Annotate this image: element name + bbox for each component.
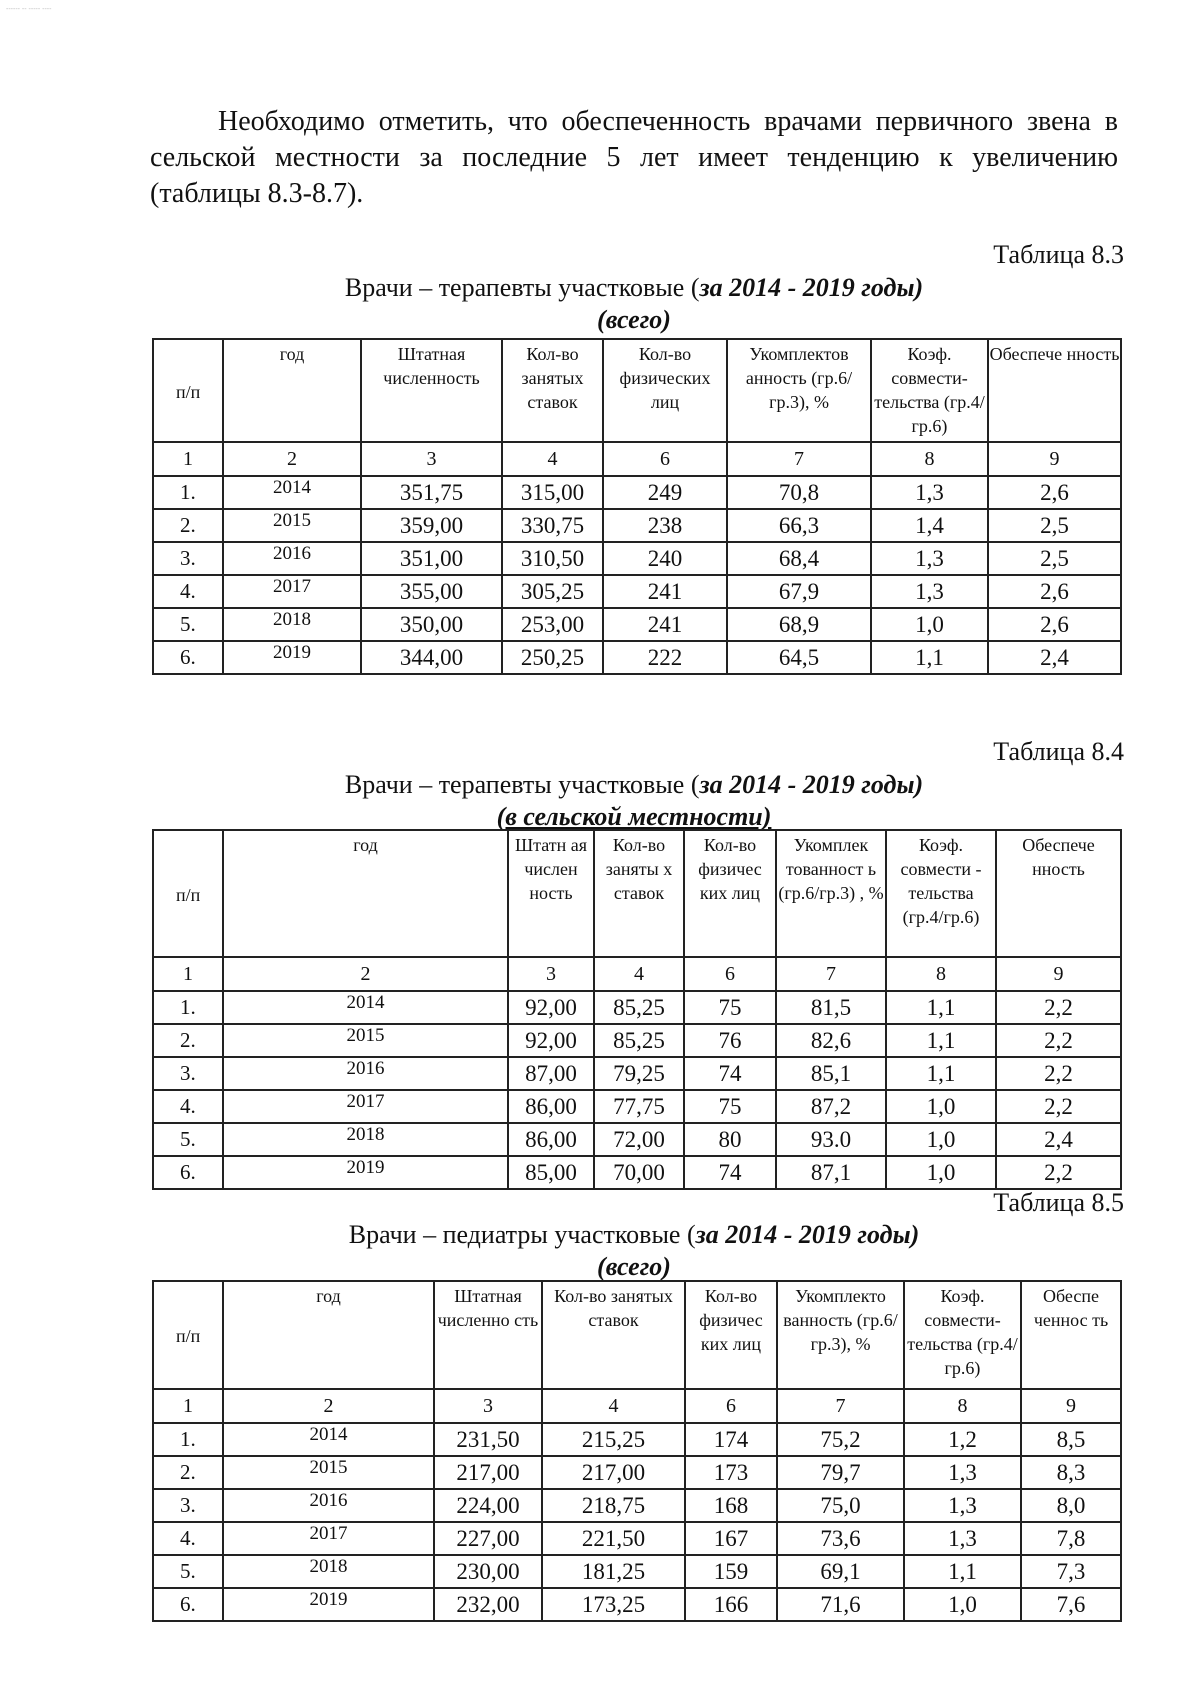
table-cell: 2016 [223,1057,508,1090]
table-cell: 6. [153,641,223,674]
index-row [153,442,1121,476]
data-table [152,829,1122,1190]
table-cell: 7,8 [1021,1522,1121,1555]
table-cell: 249 [603,476,727,509]
column-header: Штатная численно сть [434,1281,542,1389]
table-cell: 1,2 [904,1423,1021,1456]
table-row [153,542,1121,575]
table-cell: 87,2 [776,1090,886,1123]
table-label: Таблица 8.3 [993,240,1124,269]
column-header: п/п [153,339,223,442]
table-cell: 1,4 [871,509,988,542]
table-cell: 75,2 [777,1423,904,1456]
table-cell: 2017 [223,575,361,608]
table-row [153,991,1121,1024]
table-cell: 159 [685,1555,777,1588]
table-cell: 67,9 [727,575,871,608]
table-cell: 5. [153,1555,223,1588]
table-cell: 1,0 [904,1588,1021,1621]
table-cell: 330,75 [502,509,603,542]
table-cell: 2014 [223,1423,434,1456]
table-cell: 2,2 [996,1090,1121,1123]
table-cell: 70,8 [727,476,871,509]
table-row [153,1156,1121,1189]
table-cell: 217,00 [434,1456,542,1489]
column-header: Штатн ая числен ность [508,830,594,957]
table-cell: 305,25 [502,575,603,608]
table-row [153,476,1121,509]
column-header: Укомплекто ванность (гр.6/гр.3), % [777,1281,904,1389]
table-cell: 2017 [223,1090,508,1123]
table-title: Врачи – терапевты участковые (за 2014 - 2019 годы) (всего) [344,273,924,334]
table-cell: 76 [684,1024,776,1057]
table-cell: 351,00 [361,542,502,575]
table-cell: 232,00 [434,1588,542,1621]
table-cell: 1,1 [904,1555,1021,1588]
table-cell: 2016 [223,1489,434,1522]
table-cell: 253,00 [502,608,603,641]
table-cell: 6. [153,1588,223,1621]
table-cell: 2. [153,1024,223,1057]
column-header: Кол-во занятых ставок [542,1281,685,1389]
table-cell: 2017 [223,1522,434,1555]
table-cell: 7 [776,957,886,991]
table-cell: 8 [871,442,988,476]
table-cell: 315,00 [502,476,603,509]
column-header: Кол-во физичес ких лиц [684,830,776,957]
table-cell: 75 [684,991,776,1024]
table-cell: 2,5 [988,542,1121,575]
table-cell: 85,00 [508,1156,594,1189]
table-cell: 6 [684,957,776,991]
table-cell: 2,2 [996,991,1121,1024]
table-cell: 2015 [223,509,361,542]
table-cell: 9 [1021,1389,1121,1423]
table-cell: 167 [685,1522,777,1555]
table-cell: 2018 [223,1555,434,1588]
table-cell: 72,00 [594,1123,684,1156]
column-header: Кол-во занятых ставок [502,339,603,442]
column-header: п/п [153,1281,223,1389]
table-cell: 8 [904,1389,1021,1423]
table-label: Таблица 8.4 [993,737,1124,766]
column-header: Коэф. совмести-тельства (гр.4/гр.6) [904,1281,1021,1389]
table-cell: 86,00 [508,1090,594,1123]
table-cell: 74 [684,1156,776,1189]
table-cell: 250,25 [502,641,603,674]
table-row [153,509,1121,542]
table-cell: 222 [603,641,727,674]
table-cell: 81,5 [776,991,886,1024]
table-row [153,1555,1121,1588]
column-header: п/п [153,830,223,957]
table-cell: 2 [223,442,361,476]
table-cell: 70,00 [594,1156,684,1189]
table-cell: 92,00 [508,1024,594,1057]
table-cell: 1. [153,991,223,1024]
table-cell: 74 [684,1057,776,1090]
table-cell: 7 [727,442,871,476]
scan-mark: ------ -- ----- ---- [6,6,52,13]
table-cell: 3. [153,1489,223,1522]
table-cell: 69,1 [777,1555,904,1588]
table-cell: 1,1 [886,1057,996,1090]
table-cell: 5. [153,1123,223,1156]
table-row [153,608,1121,641]
table-cell: 1,3 [871,542,988,575]
table-cell: 2015 [223,1456,434,1489]
table-cell: 2015 [223,1024,508,1057]
table-cell: 2. [153,509,223,542]
table-cell: 355,00 [361,575,502,608]
table-cell: 8,0 [1021,1489,1121,1522]
table-cell: 2. [153,1456,223,1489]
column-header: Кол-во заняты х ставок [594,830,684,957]
table-cell: 1,0 [886,1156,996,1189]
table-cell: 174 [685,1423,777,1456]
table-row [153,1522,1121,1555]
table-row [153,575,1121,608]
table-cell: 1,3 [871,476,988,509]
column-header: Кол-во физичес ких лиц [685,1281,777,1389]
table-cell: 344,00 [361,641,502,674]
table-cell: 7,3 [1021,1555,1121,1588]
table-cell: 6. [153,1156,223,1189]
table-cell: 85,25 [594,1024,684,1057]
table-cell: 2018 [223,608,361,641]
column-header: Обеспече нность [996,830,1121,957]
column-header: год [223,830,508,957]
table-cell: 218,75 [542,1489,685,1522]
intro-text: Необходимо отметить, что обеспеченность врачами первичного звена в сельской местности за последние 5 лет имеет тенденцию к увеличению (таблицы 8.3-8.7). [150,106,1118,209]
table-cell: 2018 [223,1123,508,1156]
table-cell: 4 [542,1389,685,1423]
table-cell: 240 [603,542,727,575]
table-cell: 2,4 [996,1123,1121,1156]
table-cell: 1,1 [886,1024,996,1057]
table-row [153,1456,1121,1489]
table-cell: 87,00 [508,1057,594,1090]
table-cell: 224,00 [434,1489,542,1522]
table-cell: 64,5 [727,641,871,674]
table-cell: 1,3 [904,1489,1021,1522]
table-row [153,1588,1121,1621]
column-header: Обеспече нность [988,339,1121,442]
index-row [153,1389,1121,1423]
table-cell: 238 [603,509,727,542]
data-table [152,338,1122,675]
table-cell: 1,1 [871,641,988,674]
column-header: год [223,339,361,442]
table-cell: 3. [153,542,223,575]
table-cell: 71,6 [777,1588,904,1621]
table-cell: 79,25 [594,1057,684,1090]
table-cell: 1 [153,442,223,476]
table-cell: 9 [996,957,1121,991]
table-row [153,1423,1121,1456]
table-cell: 85,25 [594,991,684,1024]
table-cell: 1. [153,476,223,509]
table-cell: 231,50 [434,1423,542,1456]
column-header: Укомплек тованност ь (гр.6/гр.3) , % [776,830,886,957]
table-cell: 2,5 [988,509,1121,542]
table-cell: 2,2 [996,1156,1121,1189]
table-row [153,641,1121,674]
table-cell: 2019 [223,1156,508,1189]
table-cell: 8,3 [1021,1456,1121,1489]
table-cell: 2,6 [988,476,1121,509]
table-title: Врачи – терапевты участковые (за 2014 - 2019 годы) (в сельской местности) [344,770,924,831]
table-cell: 5. [153,608,223,641]
table-cell: 1 [153,1389,223,1423]
table-cell: 2 [223,1389,434,1423]
table-cell: 3 [361,442,502,476]
data-table [152,1280,1122,1622]
table-cell: 181,25 [542,1555,685,1588]
table-cell: 1,1 [886,991,996,1024]
table-row [153,1123,1121,1156]
table-cell: 2014 [223,476,361,509]
table-cell: 7,6 [1021,1588,1121,1621]
table-title: Врачи – педиатры участковые (за 2014 - 2019 годы) (всего) [348,1220,920,1281]
table-cell: 217,00 [542,1456,685,1489]
table-row [153,1024,1121,1057]
table-cell: 359,00 [361,509,502,542]
table-cell: 3 [434,1389,542,1423]
table-cell: 93.0 [776,1123,886,1156]
table-row [153,1489,1121,1522]
table-cell: 6 [603,442,727,476]
table-cell: 80 [684,1123,776,1156]
table-cell: 241 [603,608,727,641]
column-header: Штатная численность [361,339,502,442]
column-header: Коэф. совмести - тельства (гр.4/гр.6) [886,830,996,957]
table-cell: 173,25 [542,1588,685,1621]
table-cell: 68,9 [727,608,871,641]
table-cell: 79,7 [777,1456,904,1489]
column-header: Коэф. совмести-тельства (гр.4/гр.6) [871,339,988,442]
column-header: год [223,1281,434,1389]
table-cell: 350,00 [361,608,502,641]
table-cell: 2016 [223,542,361,575]
table-cell: 227,00 [434,1522,542,1555]
table-row [153,1090,1121,1123]
table-cell: 166 [685,1588,777,1621]
table-cell: 168 [685,1489,777,1522]
table-label: Таблица 8.5 [993,1188,1124,1217]
header-row [153,1281,1121,1389]
table-cell: 4. [153,575,223,608]
table-cell: 75,0 [777,1489,904,1522]
table-cell: 92,00 [508,991,594,1024]
table-cell: 2,2 [996,1057,1121,1090]
table-cell: 215,25 [542,1423,685,1456]
table-cell: 2019 [223,641,361,674]
table-cell: 68,4 [727,542,871,575]
table-cell: 4. [153,1090,223,1123]
table-cell: 2 [223,957,508,991]
table-cell: 4 [594,957,684,991]
table-cell: 1,3 [871,575,988,608]
table-cell: 351,75 [361,476,502,509]
table-cell: 3. [153,1057,223,1090]
table-cell: 77,75 [594,1090,684,1123]
table-cell: 9 [988,442,1121,476]
table-cell: 173 [685,1456,777,1489]
table-cell: 73,6 [777,1522,904,1555]
table-cell: 1,0 [886,1123,996,1156]
table-cell: 8,5 [1021,1423,1121,1456]
table-cell: 1. [153,1423,223,1456]
table-cell: 66,3 [727,509,871,542]
table-cell: 82,6 [776,1024,886,1057]
table-cell: 310,50 [502,542,603,575]
table-cell: 1,3 [904,1456,1021,1489]
table-cell: 1 [153,957,223,991]
table-cell: 2,4 [988,641,1121,674]
intro-paragraph [150,104,1118,212]
table-cell: 6 [685,1389,777,1423]
table-cell: 2,6 [988,608,1121,641]
table-cell: 4. [153,1522,223,1555]
column-header: Укомплектов анность (гр.6/гр.3), % [727,339,871,442]
header-row [153,339,1121,442]
table-row [153,1057,1121,1090]
table-cell: 2,6 [988,575,1121,608]
column-header: Кол-во физических лиц [603,339,727,442]
column-header: Обеспе ченнос ть [1021,1281,1121,1389]
table-cell: 75 [684,1090,776,1123]
table-cell: 85,1 [776,1057,886,1090]
table-cell: 86,00 [508,1123,594,1156]
table-cell: 1,0 [871,608,988,641]
table-cell: 1,0 [886,1090,996,1123]
header-row [153,830,1121,957]
table-cell: 7 [777,1389,904,1423]
table-cell: 2019 [223,1588,434,1621]
table-cell: 230,00 [434,1555,542,1588]
table-cell: 4 [502,442,603,476]
table-cell: 2,2 [996,1024,1121,1057]
table-cell: 3 [508,957,594,991]
table-cell: 2014 [223,991,508,1024]
table-cell: 8 [886,957,996,991]
table-cell: 1,3 [904,1522,1021,1555]
table-cell: 241 [603,575,727,608]
index-row [153,957,1121,991]
table-cell: 221,50 [542,1522,685,1555]
table-cell: 87,1 [776,1156,886,1189]
